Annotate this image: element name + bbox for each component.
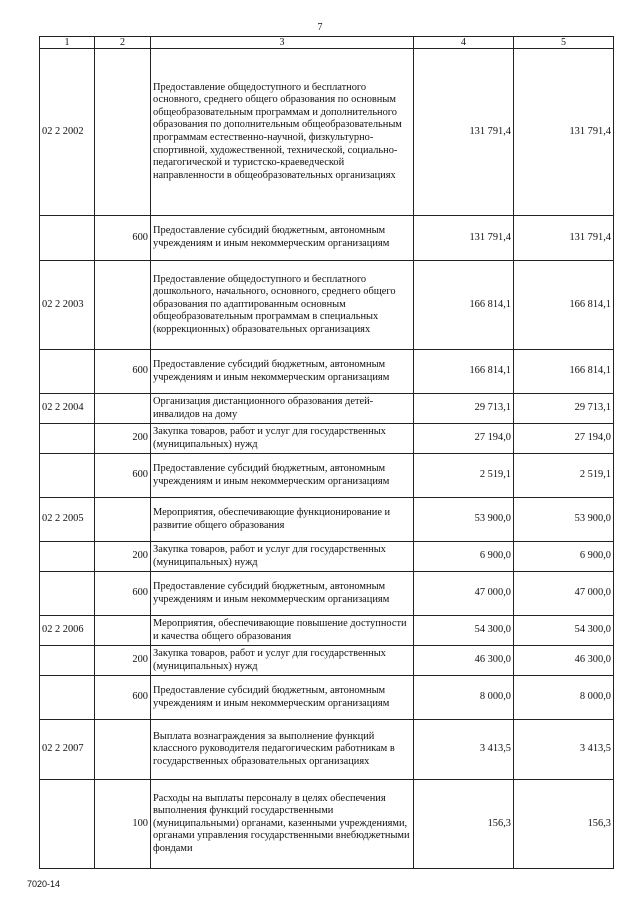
- amount-col4-cell: 131 791,4: [414, 49, 514, 216]
- amount-col4-cell: 54 300,0: [414, 616, 514, 646]
- page-number: 7: [317, 22, 323, 33]
- amount-col5-cell: 131 791,4: [514, 216, 614, 261]
- amount-col4-cell: 46 300,0: [414, 646, 514, 676]
- footer-code: 7020-14: [27, 879, 61, 889]
- table-row: [40, 780, 614, 869]
- table-row: [40, 720, 614, 780]
- target-code-cell: [40, 350, 95, 394]
- table-row: [40, 261, 614, 350]
- amount-col4-cell: 156,3: [414, 780, 514, 869]
- amount-col4-cell: 8 000,0: [414, 676, 514, 720]
- expense-type-cell: 600: [95, 676, 151, 720]
- expense-type-cell: 600: [95, 216, 151, 261]
- amount-col5-cell: 29 713,1: [514, 394, 614, 424]
- target-code-cell: 02 2 2002: [40, 49, 95, 216]
- amount-col5-cell: 166 814,1: [514, 261, 614, 350]
- expense-type-cell: 600: [95, 350, 151, 394]
- amount-col5-cell: 46 300,0: [514, 646, 614, 676]
- amount-col4-cell: 53 900,0: [414, 498, 514, 542]
- description-cell: Мероприятия, обеспечивающие повышение доступности и качества общего образования: [151, 616, 414, 646]
- table-row: [40, 542, 614, 572]
- table-row: [40, 646, 614, 676]
- amount-col5-cell: 156,3: [514, 780, 614, 869]
- amount-col5-cell: 27 194,0: [514, 424, 614, 454]
- table-row: [40, 350, 614, 394]
- amount-col4-cell: 166 814,1: [414, 350, 514, 394]
- target-code-cell: 02 2 2004: [40, 394, 95, 424]
- expense-type-cell: 600: [95, 572, 151, 616]
- target-code-cell: 02 2 2007: [40, 720, 95, 780]
- table-row: [40, 676, 614, 720]
- target-code-cell: [40, 424, 95, 454]
- description-cell: Предоставление общедоступного и бесплатного дошкольного, начального, основного, среднего общего образования по адаптированным основным общеобразовательным программам в специальных (коррекционных) образовательных организациях: [151, 261, 414, 350]
- amount-col4-cell: 6 900,0: [414, 542, 514, 572]
- table-row: [40, 616, 614, 646]
- target-code-cell: [40, 646, 95, 676]
- expense-type-cell: [95, 616, 151, 646]
- amount-col5-cell: 8 000,0: [514, 676, 614, 720]
- description-cell: Закупка товаров, работ и услуг для государственных (муниципальных) нужд: [151, 424, 414, 454]
- amount-col4-cell: 27 194,0: [414, 424, 514, 454]
- amount-col5-cell: 131 791,4: [514, 49, 614, 216]
- description-cell: Предоставление субсидий бюджетным, автономным учреждениям и иным некоммерческим организациям: [151, 216, 414, 261]
- target-code-cell: [40, 454, 95, 498]
- expense-type-cell: [95, 394, 151, 424]
- amount-col5-cell: 6 900,0: [514, 542, 614, 572]
- target-code-cell: [40, 216, 95, 261]
- description-cell: Закупка товаров, работ и услуг для государственных (муниципальных) нужд: [151, 646, 414, 676]
- amount-col5-cell: 3 413,5: [514, 720, 614, 780]
- target-code-cell: [40, 676, 95, 720]
- table-row: [40, 216, 614, 261]
- expense-type-cell: 600: [95, 454, 151, 498]
- table-row: [40, 424, 614, 454]
- budget-table: [39, 36, 614, 869]
- amount-col5-cell: 54 300,0: [514, 616, 614, 646]
- expense-type-cell: 200: [95, 646, 151, 676]
- header-col-4: 4: [414, 37, 514, 49]
- amount-col5-cell: 2 519,1: [514, 454, 614, 498]
- amount-col4-cell: 131 791,4: [414, 216, 514, 261]
- expense-type-cell: 100: [95, 780, 151, 869]
- target-code-cell: [40, 542, 95, 572]
- amount-col5-cell: 53 900,0: [514, 498, 614, 542]
- target-code-cell: [40, 780, 95, 869]
- amount-col4-cell: 2 519,1: [414, 454, 514, 498]
- header-col-5: 5: [514, 37, 614, 49]
- description-cell: Предоставление субсидий бюджетным, автономным учреждениям и иным некоммерческим организациям: [151, 454, 414, 498]
- table-header-row: [40, 37, 614, 49]
- description-cell: Предоставление субсидий бюджетным, автономным учреждениям и иным некоммерческим организациям: [151, 572, 414, 616]
- expense-type-cell: [95, 498, 151, 542]
- amount-col4-cell: 3 413,5: [414, 720, 514, 780]
- description-cell: Предоставление субсидий бюджетным, автономным учреждениям и иным некоммерческим организациям: [151, 676, 414, 720]
- table-row: [40, 572, 614, 616]
- expense-type-cell: [95, 720, 151, 780]
- target-code-cell: [40, 572, 95, 616]
- header-col-2: 2: [95, 37, 151, 49]
- amount-col5-cell: 166 814,1: [514, 350, 614, 394]
- header-col-3: 3: [151, 37, 414, 49]
- expense-type-cell: 200: [95, 424, 151, 454]
- table-row: [40, 454, 614, 498]
- amount-col5-cell: 47 000,0: [514, 572, 614, 616]
- expense-type-cell: [95, 261, 151, 350]
- expense-type-cell: [95, 49, 151, 216]
- header-col-1: 1: [40, 37, 95, 49]
- description-cell: Предоставление общедоступного и бесплатного основного, среднего общего образования по основным общеобразовательным программам и дополнительного образования по дополнительным общеобразовательным программам естественно-научной, физкультурно-спортивной, художественной, технической, социально-педагогической и туристско-краеведческой направленности в общеобразовательных организациях: [151, 49, 414, 216]
- table-row: [40, 394, 614, 424]
- description-cell: Мероприятия, обеспечивающие функционирование и развитие общего образования: [151, 498, 414, 542]
- target-code-cell: 02 2 2005: [40, 498, 95, 542]
- amount-col4-cell: 47 000,0: [414, 572, 514, 616]
- table-row: [40, 49, 614, 216]
- table-row: [40, 498, 614, 542]
- description-cell: Организация дистанционного образования детей-инвалидов на дому: [151, 394, 414, 424]
- target-code-cell: 02 2 2003: [40, 261, 95, 350]
- expense-type-cell: 200: [95, 542, 151, 572]
- amount-col4-cell: 166 814,1: [414, 261, 514, 350]
- amount-col4-cell: 29 713,1: [414, 394, 514, 424]
- description-cell: Закупка товаров, работ и услуг для государственных (муниципальных) нужд: [151, 542, 414, 572]
- description-cell: Предоставление субсидий бюджетным, автономным учреждениям и иным некоммерческим организациям: [151, 350, 414, 394]
- target-code-cell: 02 2 2006: [40, 616, 95, 646]
- description-cell: Расходы на выплаты персоналу в целях обеспечения выполнения функций государственными (муниципальными) органами, казенными учреждениями, органами управления государственными внебюджетными фондами: [151, 780, 414, 869]
- description-cell: Выплата вознаграждения за выполнение функций классного руководителя педагогическим работникам в государственных образовательных организациях: [151, 720, 414, 780]
